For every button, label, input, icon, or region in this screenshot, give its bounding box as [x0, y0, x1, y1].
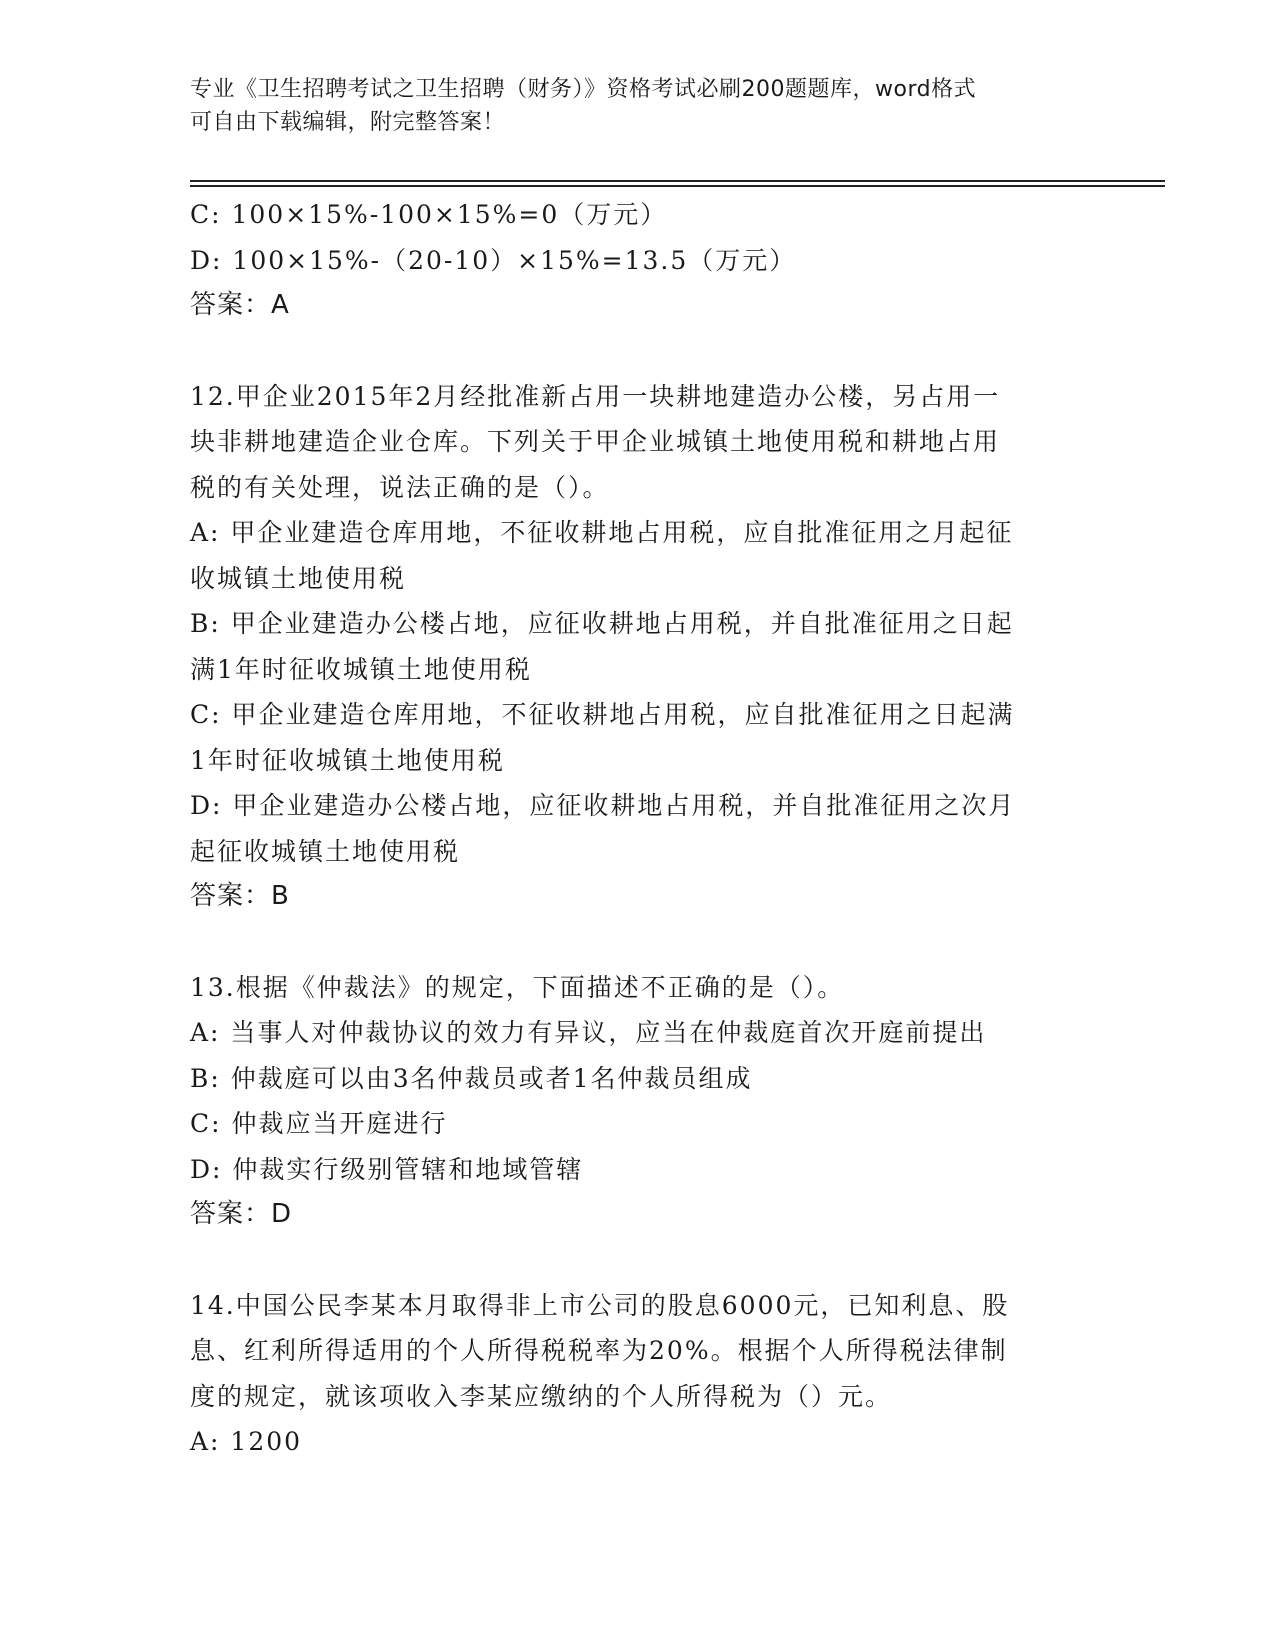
question-stem-line: 度的规定，就该项收入李某应缴纳的个人所得税为（）元。 [190, 1381, 893, 1411]
question-stem: 13.根据《仲裁法》的规定，下面描述不正确的是（）。 [190, 972, 845, 1002]
option-a: A: 当事人对仲裁协议的效力有异议，应当在仲裁庭首次开庭前提出 [190, 1018, 987, 1047]
document-body [190, 192, 1090, 1465]
question-stem-line: 12.甲企业2015年2月经批准新占用一块耕地建造办公楼，另占用一 [190, 381, 1001, 411]
question-12 [190, 374, 1090, 920]
option-b: B: 甲企业建造办公楼占地，应征收耕地占用税，并自批准征用之日起 [190, 609, 1014, 638]
header-divider-top [190, 180, 1165, 182]
question-13 [190, 965, 1090, 1238]
question-stem-line: 税的有关处理，说法正确的是（）。 [190, 472, 610, 502]
header-divider-bottom [190, 185, 1165, 187]
option-c: C: 甲企业建造仓库用地，不征收耕地占用税，应自批准征用之日起满 [190, 700, 1015, 729]
document-header [190, 73, 1090, 139]
question-14 [190, 1283, 1090, 1465]
option-a: A: 甲企业建造仓库用地，不征收耕地占用税，应自批准征用之月起征 [190, 518, 1014, 547]
option-d: D: 甲企业建造办公楼占地，应征收耕地占用税，并自批准征用之次月 [190, 791, 1016, 820]
option-d-continued: 起征收城镇土地使用税 [190, 836, 461, 866]
header-title-line-2: 可自由下载编辑，附完整答案！ [190, 110, 506, 135]
option-b-continued: 满1年时征收城镇土地使用税 [190, 654, 532, 684]
question-stem-line: 块非耕地建造企业仓库。下列关于甲企业城镇土地使用税和耕地占用 [190, 427, 1001, 456]
question-stem-line: 息、红利所得适用的个人所得税税率为20%。根据个人所得税法律制 [190, 1336, 1008, 1365]
option-c: C: 仲裁应当开庭进行 [190, 1109, 448, 1138]
header-title-line-1: 专业《卫生招聘考试之卫生招聘（财务）》资格考试必刷200题题库，word格式 [190, 77, 977, 102]
option-d: D: 仲裁实行级别管辖和地域管辖 [190, 1154, 584, 1184]
option-d: D: 100×15%-（20-10）×15%=13.5（万元） [190, 245, 797, 275]
question-stem-line: 14.中国公民李某本月取得非上市公司的股息6000元，已知利息、股 [190, 1290, 1010, 1320]
option-b: B: 仲裁庭可以由3名仲裁员或者1名仲裁员组成 [190, 1063, 753, 1093]
option-c: C: 100×15%-100×15%=0（万元） [190, 200, 668, 229]
answer: 答案：D [190, 1199, 293, 1229]
option-a: A: 1200 [190, 1427, 303, 1456]
option-c-continued: 1年时征收城镇土地使用税 [190, 745, 505, 775]
option-a-continued: 收城镇土地使用税 [190, 563, 407, 593]
answer: 答案：A [190, 290, 290, 320]
question-11-tail [190, 192, 1090, 329]
answer: 答案：B [190, 881, 290, 911]
